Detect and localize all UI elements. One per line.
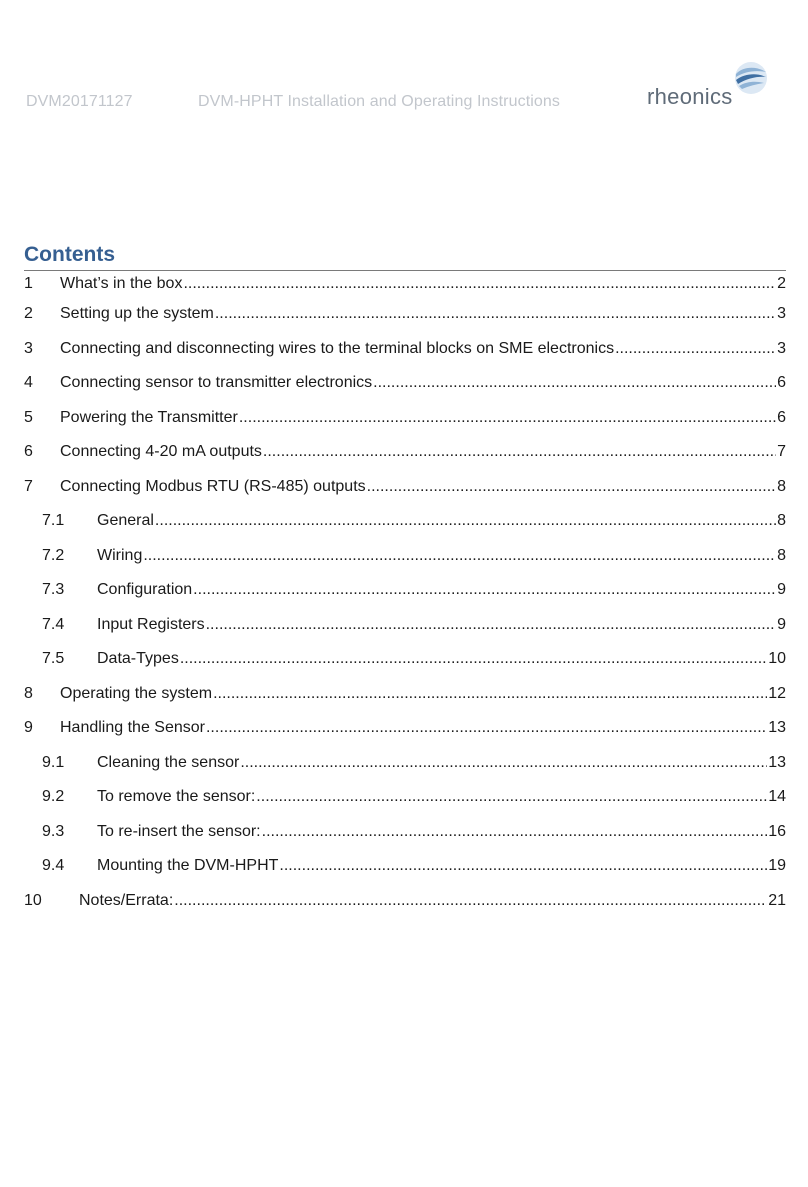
toc-entry-title[interactable]: Mounting the DVM-HPHT bbox=[97, 857, 279, 875]
toc-dot-leader bbox=[240, 754, 767, 772]
toc-entry-number: 7 bbox=[24, 477, 33, 495]
toc-dot-leader bbox=[213, 685, 767, 703]
toc-dot-leader bbox=[279, 857, 767, 875]
toc-list bbox=[24, 271, 786, 918]
toc-entry-number: 9.2 bbox=[42, 788, 65, 806]
toc-entry-number: 9.4 bbox=[42, 857, 65, 875]
toc-dot-leader bbox=[239, 409, 776, 427]
toc-entry-page[interactable]: 16 bbox=[768, 822, 786, 840]
table-of-contents bbox=[24, 241, 786, 918]
toc-entry-number: 7.4 bbox=[42, 615, 65, 633]
toc-entry-page[interactable]: 3 bbox=[777, 305, 786, 323]
toc-entry-title[interactable]: Setting up the system bbox=[60, 305, 214, 323]
toc-entry-title[interactable]: Cleaning the sensor bbox=[97, 753, 240, 771]
toc-entry-page[interactable]: 6 bbox=[777, 408, 786, 426]
toc-entry[interactable] bbox=[24, 539, 786, 574]
toc-entry-number: 1 bbox=[24, 275, 33, 292]
toc-entry-page[interactable]: 8 bbox=[777, 512, 786, 530]
toc-entry-page[interactable]: 6 bbox=[777, 374, 786, 392]
toc-entry-number: 2 bbox=[24, 305, 33, 323]
toc-entry[interactable] bbox=[24, 401, 786, 436]
toc-dot-leader bbox=[180, 650, 767, 668]
toc-dot-leader bbox=[143, 547, 776, 565]
toc-dot-leader bbox=[193, 581, 776, 599]
toc-entry-number: 9.3 bbox=[42, 822, 65, 840]
toc-entry-page[interactable]: 12 bbox=[768, 684, 786, 702]
toc-entry[interactable] bbox=[24, 780, 786, 815]
toc-entry-title[interactable]: Connecting 4-20 mA outputs bbox=[60, 443, 262, 461]
toc-dot-leader bbox=[256, 788, 767, 806]
toc-entry-number: 4 bbox=[24, 374, 33, 392]
toc-entry-page[interactable]: 10 bbox=[768, 650, 786, 668]
toc-entry-title[interactable]: Handling the Sensor bbox=[60, 719, 205, 737]
toc-entry[interactable] bbox=[24, 642, 786, 677]
toc-entry-page[interactable]: 2 bbox=[777, 275, 786, 292]
toc-entry-number: 5 bbox=[24, 408, 33, 426]
toc-dot-leader bbox=[263, 443, 776, 461]
toc-entry-title[interactable]: What’s in the box bbox=[60, 275, 183, 292]
toc-entry-title[interactable]: Connecting and disconnecting wires to the terminal blocks on SME electronics bbox=[60, 339, 615, 357]
toc-dot-leader bbox=[183, 275, 776, 293]
toc-entry[interactable] bbox=[24, 470, 786, 505]
toc-entry-page[interactable]: 14 bbox=[768, 788, 786, 806]
toc-entry-number: 7.2 bbox=[42, 546, 65, 564]
toc-dot-leader bbox=[367, 478, 776, 496]
toc-entry-number: 10 bbox=[24, 891, 42, 909]
toc-entry-title[interactable]: General bbox=[97, 512, 154, 530]
toc-entry-page[interactable]: 8 bbox=[777, 477, 786, 495]
toc-entry-number: 6 bbox=[24, 443, 33, 461]
toc-entry-title[interactable]: Wiring bbox=[97, 546, 143, 564]
document-id: DVM20171127 bbox=[26, 93, 133, 110]
toc-entry[interactable] bbox=[24, 815, 786, 850]
toc-entry-number: 7.5 bbox=[42, 650, 65, 668]
toc-entry-page[interactable]: 7 bbox=[777, 443, 786, 461]
toc-entry-title[interactable]: Powering the Transmitter bbox=[60, 408, 238, 426]
toc-dot-leader bbox=[206, 616, 776, 634]
toc-entry-page[interactable]: 13 bbox=[768, 753, 786, 771]
toc-entry[interactable] bbox=[24, 573, 786, 608]
toc-entry-title[interactable]: Notes/Errata: bbox=[79, 891, 174, 909]
toc-entry-page[interactable]: 9 bbox=[777, 615, 786, 633]
toc-entry[interactable] bbox=[24, 884, 786, 919]
toc-entry-title[interactable]: To remove the sensor: bbox=[97, 788, 256, 806]
toc-entry-number: 7.1 bbox=[42, 512, 65, 530]
page-header bbox=[0, 0, 808, 130]
toc-entry[interactable] bbox=[24, 746, 786, 781]
toc-entry[interactable] bbox=[24, 271, 786, 297]
toc-entry[interactable] bbox=[24, 504, 786, 539]
toc-entry[interactable] bbox=[24, 366, 786, 401]
toc-entry-page[interactable]: 19 bbox=[768, 857, 786, 875]
toc-entry[interactable] bbox=[24, 297, 786, 332]
document-title: DVM-HPHT Installation and Operating Instructions bbox=[198, 93, 560, 110]
toc-dot-leader bbox=[174, 892, 767, 910]
toc-entry-page[interactable]: 3 bbox=[777, 339, 786, 357]
toc-entry[interactable] bbox=[24, 849, 786, 884]
toc-entry-title[interactable]: Connecting sensor to transmitter electronics bbox=[60, 374, 373, 392]
toc-entry[interactable] bbox=[24, 711, 786, 746]
rheonics-logo-icon bbox=[733, 60, 769, 96]
toc-entry[interactable] bbox=[24, 332, 786, 367]
toc-dot-leader bbox=[155, 512, 776, 530]
toc-dot-leader bbox=[262, 823, 768, 841]
company-logo bbox=[645, 58, 775, 112]
toc-dot-leader bbox=[373, 374, 776, 392]
toc-entry-number: 9.1 bbox=[42, 753, 65, 771]
toc-entry-number: 8 bbox=[24, 684, 33, 702]
toc-entry-page[interactable]: 9 bbox=[777, 581, 786, 599]
toc-entry-page[interactable]: 13 bbox=[768, 719, 786, 737]
toc-dot-leader bbox=[215, 305, 776, 323]
toc-entry-title[interactable]: Operating the system bbox=[60, 684, 213, 702]
toc-heading: Contents bbox=[24, 241, 786, 271]
toc-entry-title[interactable]: To re-insert the sensor: bbox=[97, 822, 261, 840]
toc-entry-number: 9 bbox=[24, 719, 33, 737]
toc-dot-leader bbox=[615, 340, 776, 358]
toc-entry-number: 3 bbox=[24, 339, 33, 357]
toc-entry-page[interactable]: 21 bbox=[768, 891, 786, 909]
toc-entry[interactable] bbox=[24, 435, 786, 470]
toc-dot-leader bbox=[206, 719, 767, 737]
toc-entry-page[interactable]: 8 bbox=[777, 546, 786, 564]
toc-entry-title[interactable]: Connecting Modbus RTU (RS-485) outputs bbox=[60, 477, 366, 495]
toc-entry[interactable] bbox=[24, 608, 786, 643]
toc-entry-title[interactable]: Configuration bbox=[97, 581, 193, 599]
toc-entry-title[interactable]: Input Registers bbox=[97, 615, 205, 633]
toc-entry[interactable] bbox=[24, 677, 786, 712]
toc-entry-number: 7.3 bbox=[42, 581, 65, 599]
logo-wordmark: rheonics bbox=[647, 84, 733, 109]
toc-entry-title[interactable]: Data-Types bbox=[97, 650, 179, 668]
